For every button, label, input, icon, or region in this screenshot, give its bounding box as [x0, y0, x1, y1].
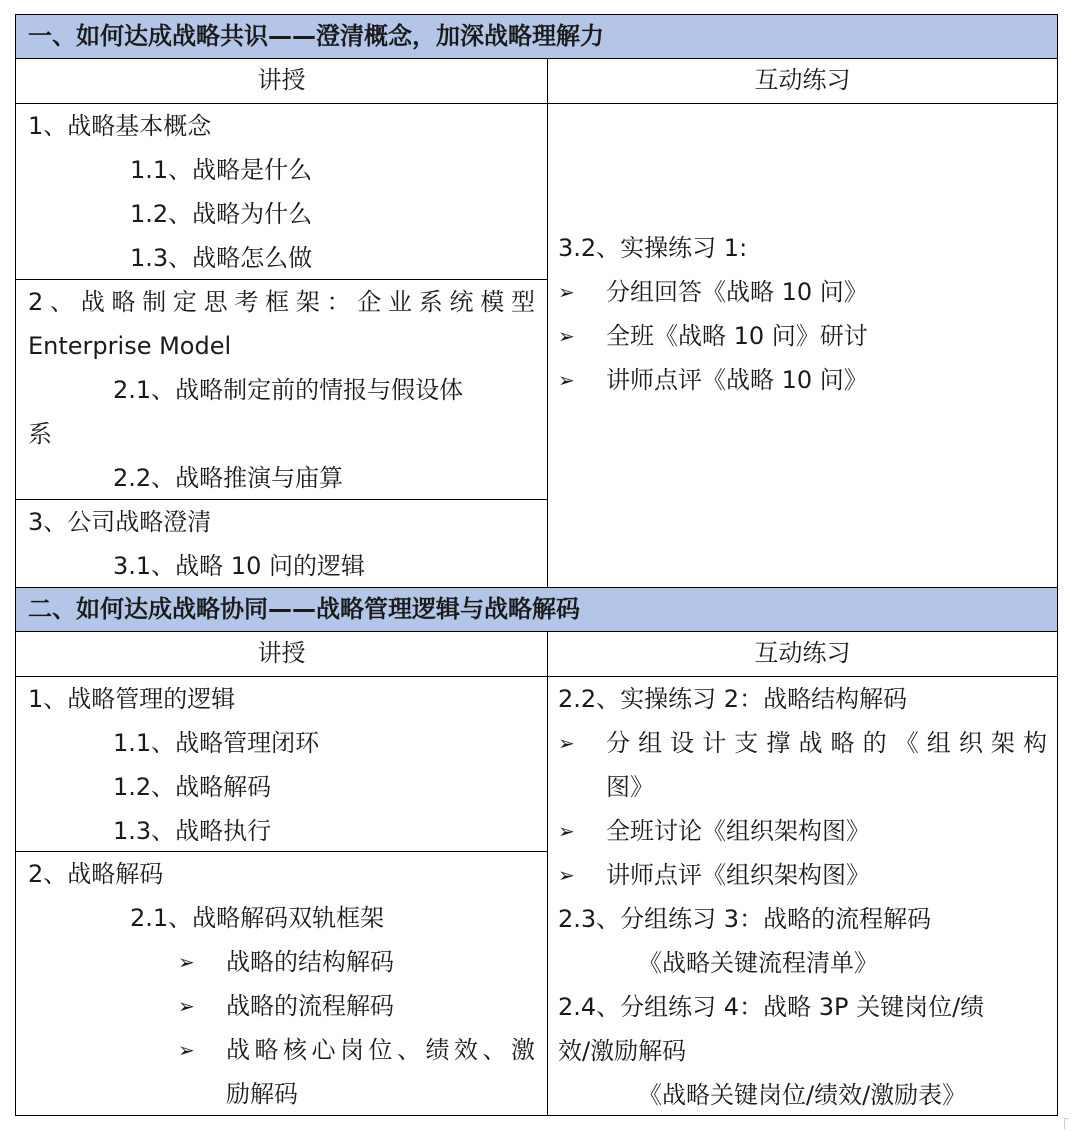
arrow-bullet-icon: ➢ — [178, 1038, 195, 1062]
arrow-bullet-icon: ➢ — [178, 994, 195, 1018]
arrow-bullet-icon: ➢ — [558, 367, 575, 392]
lecture-subitem: 2.2、战略推演与庙算 — [113, 464, 344, 492]
arrow-bullet-icon: ➢ — [178, 950, 195, 974]
arrow-bullet-icon: ➢ — [558, 819, 575, 843]
lecture-subitem: 1.3、战略怎么做 — [130, 244, 313, 272]
arrow-bullet-icon: ➢ — [558, 323, 575, 348]
section2-column-header-row — [16, 632, 1057, 677]
section2-practice-cell — [548, 677, 1057, 1115]
section1-body-row — [16, 104, 1057, 588]
section1-practice-header: 互动练习 — [754, 66, 851, 94]
lecture-block-1 — [16, 677, 547, 852]
practice-exercise-cont: 效/激励解码 — [558, 1037, 687, 1065]
lecture-subitem: 1.1、战略管理闭环 — [113, 729, 320, 757]
practice-bullet: ➢ 全班《战略 10 问》研讨 — [558, 314, 1047, 358]
section1-column-header-row — [16, 59, 1057, 104]
lecture-heading-cont: Enterprise Model — [28, 332, 232, 360]
page-corner-mark — [1064, 1118, 1069, 1129]
practice-bullet: ➢ 讲师点评《组织架构图》 — [558, 853, 1047, 897]
section2-body-row — [16, 677, 1057, 1115]
section1-lecture-header: 讲授 — [16, 59, 548, 103]
section2-lecture-header: 讲授 — [16, 632, 548, 676]
lecture-bullet-cont: 励解码 — [226, 1080, 298, 1108]
lecture-bullet: ➢ 战略核心岗位、绩效、激 — [28, 1028, 535, 1072]
training-outline-table — [15, 14, 1058, 1116]
section2-lecture-cell — [16, 677, 548, 1115]
lecture-block-2 — [16, 852, 547, 1114]
lecture-bullet: ➢ 战略的结构解码 — [28, 940, 535, 984]
section2-practice-header: 互动练习 — [754, 639, 851, 667]
lecture-block-1 — [16, 104, 547, 280]
practice-bullet: ➢ 分组回答《战略 10 问》 — [558, 270, 1047, 314]
practice-bullet: ➢ 讲师点评《战略 10 问》 — [558, 358, 1047, 402]
lecture-subitem: 1.1、战略是什么 — [130, 156, 313, 184]
lecture-heading: 2、战略解码 — [28, 860, 164, 888]
lecture-heading: 3、公司战略澄清 — [28, 508, 212, 536]
lecture-subitem: 1.3、战略执行 — [113, 817, 272, 845]
lecture-subitem-cont: 系 — [28, 420, 52, 448]
lecture-subitem: 1.2、战略解码 — [113, 773, 272, 801]
practice-heading: 2.2、实操练习 2：战略结构解码 — [558, 685, 908, 713]
section2-title: 二、如何达成战略协同——战略管理逻辑与战略解码 — [16, 588, 1057, 632]
section1-practice-cell — [548, 104, 1057, 587]
lecture-subitem: 1.2、战略为什么 — [130, 200, 313, 228]
arrow-bullet-icon: ➢ — [558, 863, 575, 887]
lecture-heading: 2、战略制定思考框架：企业系统模型 — [28, 288, 535, 316]
lecture-heading: 1、战略管理的逻辑 — [28, 685, 236, 713]
arrow-bullet-icon: ➢ — [558, 279, 575, 304]
arrow-bullet-icon: ➢ — [558, 731, 575, 755]
lecture-heading: 1、战略基本概念 — [28, 112, 212, 140]
section1-title: 一、如何达成战略共识——澄清概念，加深战略理解力 — [16, 15, 1057, 59]
practice-exercise: 2.4、分组练习 4：战略 3P 关键岗位/绩 — [558, 993, 985, 1021]
lecture-bullet: ➢ 战略的流程解码 — [28, 984, 535, 1028]
practice-bullet-cont: 图》 — [606, 773, 654, 801]
lecture-subitem: 3.1、战略 10 问的逻辑 — [113, 552, 365, 580]
practice-exercise-doc: 《战略关键岗位/绩效/激励表》 — [638, 1081, 967, 1109]
lecture-subitem: 2.1、战略解码双轨框架 — [130, 904, 385, 932]
lecture-subitem: 2.1、战略制定前的情报与假设体 — [113, 376, 464, 404]
practice-exercise: 2.3、分组练习 3：战略的流程解码 — [558, 905, 932, 933]
practice-bullet: ➢ 全班讨论《组织架构图》 — [558, 809, 1047, 853]
practice-exercise-doc: 《战略关键流程清单》 — [638, 949, 878, 977]
practice-heading: 3.2、实操练习 1: — [558, 233, 748, 262]
practice-bullet: ➢ 分组设计支撑战略的《组织架构 — [558, 721, 1047, 765]
lecture-block-2 — [16, 280, 547, 500]
lecture-block-3 — [16, 500, 547, 588]
section1-lecture-cell — [16, 104, 548, 587]
